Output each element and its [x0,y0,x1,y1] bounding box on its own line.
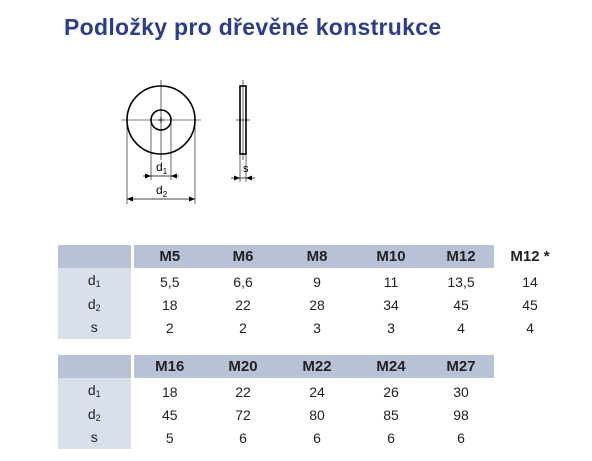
table-cell: 11 [383,273,399,290]
row-label: s [58,316,132,339]
table-cell: 6 [457,429,465,446]
column-header: M27 [428,355,494,378]
table-cell: 45 [522,296,538,313]
table-cell: 14 [522,273,538,290]
column-header-extra: M12 * [494,245,566,268]
table-cell: 22 [235,383,251,400]
row-label: $d_2$ [58,403,132,426]
table-row [58,426,494,449]
table-row [58,293,566,316]
table-cell: 34 [383,296,399,313]
table-row [58,378,494,403]
table-cell: 2 [239,319,247,336]
table-cell: 5 [165,429,174,446]
table-cell: 9 [313,273,321,290]
table-cell: 3 [313,319,321,336]
table-cell: 18 [161,383,178,400]
table-cell: 72 [235,406,251,423]
table-corner [58,245,132,268]
table-cell: 2 [165,319,174,336]
table-cell: 30 [453,383,469,400]
page-title: Podložky pro dřevěné konstrukce [64,14,442,40]
table-cell: 3 [387,319,395,336]
table-corner [58,355,132,378]
table-cell: 98 [453,406,469,423]
column-header: M10 [354,245,428,268]
table-cell: 6 [239,429,247,446]
d1-label: $d_1$ [156,160,168,176]
row-label: $d_1$ [58,378,132,403]
column-header: M16 [132,355,206,378]
table-cell: 13,5 [447,273,475,290]
table-cell: 45 [453,296,469,313]
table-row [58,268,566,293]
row-label: s [58,426,132,449]
column-header: M5 [132,245,206,268]
washer-diagram [0,0,592,230]
table-cell: 4 [457,319,465,336]
table-cell: 28 [309,296,325,313]
column-header: M8 [280,245,354,268]
table-cell: 26 [383,383,399,400]
d2-label: $d_2$ [156,183,168,199]
row-label: $d_2$ [58,293,132,316]
table-cell: 5,5 [160,273,180,290]
table-cell: 18 [161,296,178,313]
s-label: s [243,163,249,175]
table-cell: 6 [313,429,321,446]
table-cell: 24 [309,383,325,400]
column-header: M12 [428,245,494,268]
column-header: M6 [206,245,280,268]
table-row [58,316,566,339]
table-cell: 6 [387,429,395,446]
table-cell: 22 [235,296,251,313]
table-cell: 80 [309,406,325,423]
table-cell: 85 [383,406,399,423]
column-header: M20 [206,355,280,378]
table-cell: 45 [161,406,178,423]
table-cell: 4 [526,319,534,336]
spec-table-2 [58,355,494,449]
column-header: M22 [280,355,354,378]
row-label: $d_1$ [58,268,132,293]
table-row [58,403,494,426]
column-header: M24 [354,355,428,378]
spec-table-1 [58,245,568,339]
table-cell: 6,6 [233,273,253,290]
